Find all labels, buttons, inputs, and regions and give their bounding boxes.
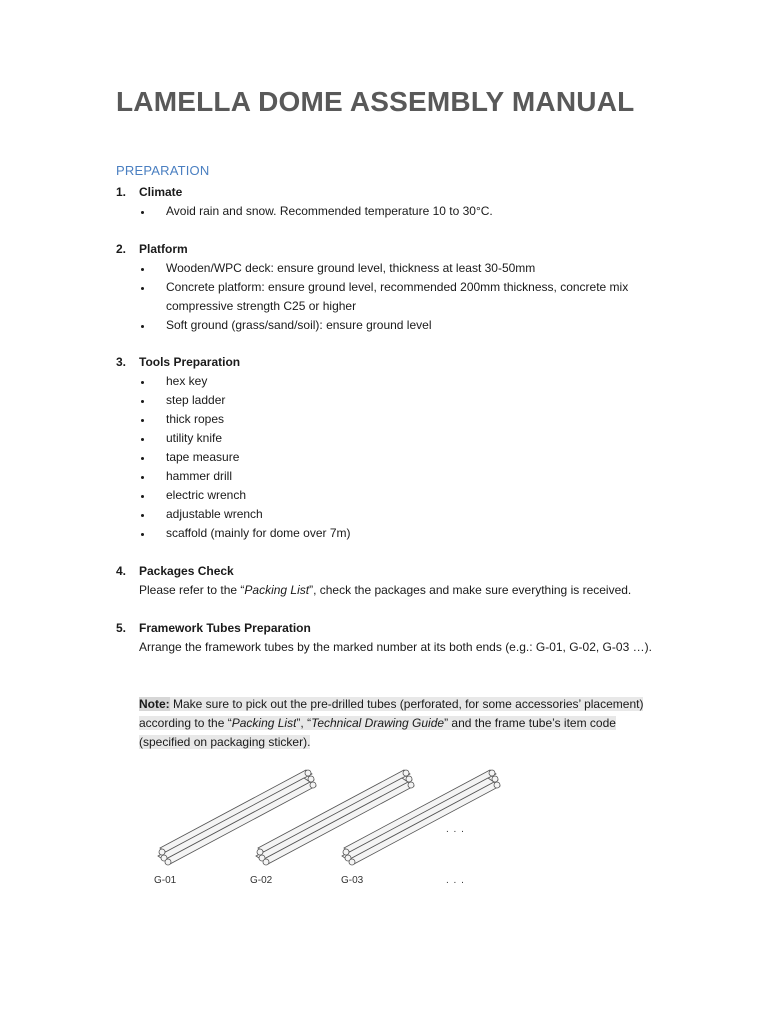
bullet-icon [141, 533, 144, 536]
item-number: 2. [116, 242, 127, 256]
bullet-icon [141, 495, 144, 498]
bullet-icon [141, 419, 144, 422]
list-item: tape measure [139, 448, 659, 467]
item-title: Tools Preparation [139, 355, 241, 369]
bullet-icon [141, 476, 144, 479]
list-item: electric wrench [139, 486, 659, 505]
bullet-icon [141, 325, 144, 328]
bullet-list [139, 372, 659, 543]
tube-label-g03: G-03 [341, 875, 364, 886]
list-item: Soft ground (grass/sand/soil): ensure ground level [139, 316, 659, 335]
list-item: thick ropes [139, 410, 659, 429]
list-item: scaffold (mainly for dome over 7m) [139, 524, 659, 543]
item-number: 1. [116, 185, 127, 199]
note-label: Note: [139, 697, 170, 711]
framework-tubes-figure [140, 760, 520, 900]
list-item: utility knife [139, 429, 659, 448]
tube-bundle-g03 [342, 770, 500, 865]
list-item: hammer drill [139, 467, 659, 486]
bullet-icon [141, 514, 144, 517]
item-title: Platform [139, 242, 188, 256]
bullet-list [139, 259, 659, 335]
list-item: step ladder [139, 391, 659, 410]
bullet-list [139, 202, 659, 221]
item-title: Climate [139, 185, 183, 199]
item-paragraph: Arrange the framework tubes by the marked number at its both ends (e.g.: G-01, G-02, G-03 …). [139, 640, 652, 654]
list-item: hex key [139, 372, 659, 391]
label-continuation-ellipsis: . . . [446, 875, 465, 886]
list-item: adjustable wrench [139, 505, 659, 524]
bullet-icon [141, 268, 144, 271]
item-number: 4. [116, 564, 127, 578]
continuation-ellipsis: . . . [446, 824, 465, 835]
item-number: 5. [116, 621, 127, 635]
section-heading-preparation: PREPARATION [116, 163, 210, 178]
item-title: Packages Check [139, 564, 234, 578]
bullet-icon [141, 438, 144, 441]
list-item: Wooden/WPC deck: ensure ground level, thickness at least 30-50mm [139, 259, 659, 278]
bullet-icon [141, 211, 144, 214]
list-item: Avoid rain and snow. Recommended temperature 10 to 30°C. [139, 202, 659, 221]
document-title: LAMELLA DOME ASSEMBLY MANUAL [116, 86, 635, 117]
tube-label-g02: G-02 [250, 875, 273, 886]
list-item: Concrete platform: ensure ground level, recommended 200mm thickness, concrete mix compressive strength C25 or higher [139, 278, 659, 316]
item-title: Framework Tubes Preparation [139, 621, 311, 635]
item-paragraph: Please refer to the “Packing List”, check the packages and make sure everything is received. [139, 583, 632, 597]
bullet-icon [141, 457, 144, 460]
bullet-icon [141, 287, 144, 290]
tube-label-g01: G-01 [154, 875, 177, 886]
packing-list-reference: Packing List [244, 583, 310, 597]
bullet-icon [141, 381, 144, 384]
bullet-icon [141, 400, 144, 403]
item-number: 3. [116, 355, 127, 369]
note-paragraph: Note: Make sure to pick out the pre-drilled tubes (perforated, for some accessories’ placement) according to the “Packing List”, “Technical Drawing Guide” and the frame tube’s item code (specified on packaging sticker). [139, 697, 644, 749]
